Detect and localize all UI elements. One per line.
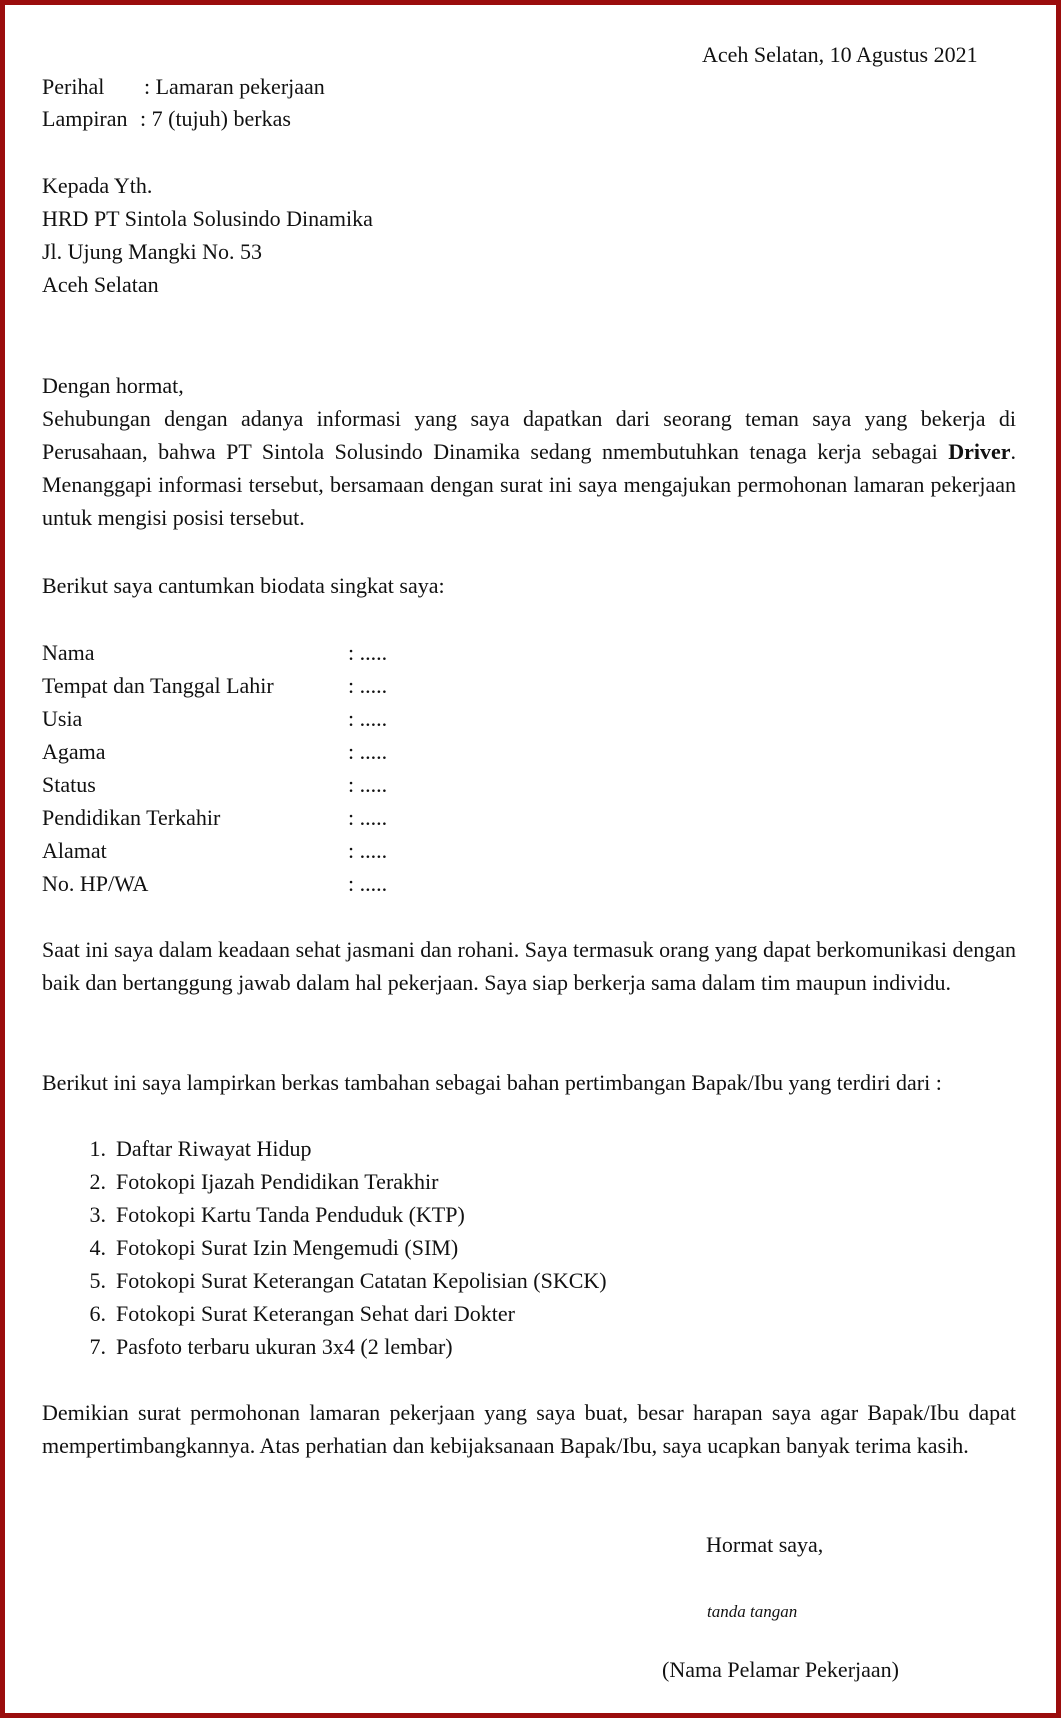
signature-placeholder: tanda tangan bbox=[707, 1602, 798, 1621]
biodata-label: Status bbox=[42, 772, 96, 797]
biodata-value: : ..... bbox=[348, 640, 388, 665]
list-text: Fotokopi Ijazah Pendidikan Terakhir bbox=[116, 1169, 439, 1194]
closing-regards: Hormat saya, bbox=[706, 1532, 824, 1557]
biodata-label: No. HP/WA bbox=[42, 871, 149, 896]
biodata-label: Tempat dan Tanggal Lahir bbox=[42, 673, 274, 698]
health-paragraph: Saat ini saya dalam keadaan sehat jasmani dan rohani. Saya termasuk orang yang dapat berkomunikasi dengan baik dan bertanggung jawab dalam hal pekerjaan. Saya siap berkerja sama dalam tim maupun individu. bbox=[42, 937, 1016, 995]
biodata-row bbox=[42, 834, 442, 867]
recipient-greeting: Kepada Yth. bbox=[42, 173, 153, 198]
biodata-value: : ..... bbox=[348, 805, 388, 830]
perihal-value: : Lamaran pekerjaan bbox=[144, 74, 325, 99]
salutation: Dengan hormat, bbox=[42, 373, 184, 398]
biodata-label: Usia bbox=[42, 706, 83, 731]
list-text: Fotokopi Kartu Tanda Penduduk (KTP) bbox=[116, 1202, 465, 1227]
list-number: 2. bbox=[89, 1169, 106, 1194]
biodata-value: : ..... bbox=[348, 838, 388, 863]
intro-paragraph bbox=[42, 402, 1016, 534]
recipient-name: HRD PT Sintola Solusindo Dinamika bbox=[42, 206, 373, 231]
list-number: 3. bbox=[89, 1202, 106, 1227]
lampiran-label: Lampiran bbox=[42, 106, 128, 131]
signer-name: (Nama Pelamar Pekerjaan) bbox=[662, 1657, 899, 1682]
biodata-row bbox=[42, 669, 442, 702]
list-text: Fotokopi Surat Izin Mengemudi (SIM) bbox=[116, 1235, 459, 1260]
biodata-row bbox=[42, 702, 442, 735]
biodata-label: Alamat bbox=[42, 838, 107, 863]
intro-text-1: Sehubungan dengan adanya informasi yang saya dapatkan dari seorang teman saya yang bekerja di Perusahaan, bahwa PT Sintola Solusindo Dinamika sedang nmembutuhkan tenaga kerja sebagai bbox=[42, 406, 1016, 464]
biodata-row bbox=[42, 867, 442, 900]
list-number: 4. bbox=[89, 1235, 106, 1260]
list-text: Fotokopi Surat Keterangan Catatan Kepolisian (SKCK) bbox=[116, 1268, 607, 1293]
list-text: Pasfoto terbaru ukuran 3x4 (2 lembar) bbox=[116, 1334, 453, 1359]
biodata-value: : ..... bbox=[348, 871, 388, 896]
biodata-value: : ..... bbox=[348, 706, 388, 731]
position-driver: Driver bbox=[948, 439, 1011, 464]
list-number: 5. bbox=[89, 1268, 106, 1293]
list-text: Fotokopi Surat Keterangan Sehat dari Dokter bbox=[116, 1301, 515, 1326]
list-number: 6. bbox=[89, 1301, 106, 1326]
list-number: 7. bbox=[89, 1334, 106, 1359]
biodata-label: Agama bbox=[42, 739, 106, 764]
biodata-label: Nama bbox=[42, 640, 95, 665]
attachments-intro: Berikut ini saya lampirkan berkas tambahan sebagai bahan pertimbangan Bapak/Ibu yang terdiri dari : bbox=[42, 1070, 942, 1095]
biodata-value: : ..... bbox=[348, 673, 388, 698]
list-text: Daftar Riwayat Hidup bbox=[116, 1136, 312, 1161]
biodata-value: : ..... bbox=[348, 772, 388, 797]
biodata-row bbox=[42, 801, 442, 834]
biodata-row bbox=[42, 735, 442, 768]
lampiran-value: : 7 (tujuh) berkas bbox=[140, 106, 291, 131]
closing-paragraph: Demikian surat permohonan lamaran pekerjaan yang saya buat, besar harapan saya agar Bapak/Ibu dapat mempertimbangkannya. Atas perhatian dan kebijaksanaan Bapak/Ibu, saya ucapkan banyak terima kasih. bbox=[42, 1400, 1016, 1458]
biodata-label: Pendidikan Terkahir bbox=[42, 805, 221, 830]
biodata-row bbox=[42, 768, 442, 801]
biodata-intro: Berikut saya cantumkan biodata singkat saya: bbox=[42, 573, 445, 598]
biodata-value: : ..... bbox=[348, 739, 388, 764]
biodata-row bbox=[42, 636, 442, 669]
recipient-city: Aceh Selatan bbox=[42, 272, 159, 297]
place-date: Aceh Selatan, 10 Agustus 2021 bbox=[702, 42, 978, 67]
list-number: 1. bbox=[89, 1136, 106, 1161]
intro-text-2: . Menanggapi informasi tersebut, bersamaan dengan surat ini saya mengajukan permohonan lamaran pekerjaan untuk mengisi posisi tersebut. bbox=[42, 439, 1016, 530]
perihal-label: Perihal bbox=[42, 74, 105, 99]
recipient-address: Jl. Ujung Mangki No. 53 bbox=[42, 239, 262, 264]
